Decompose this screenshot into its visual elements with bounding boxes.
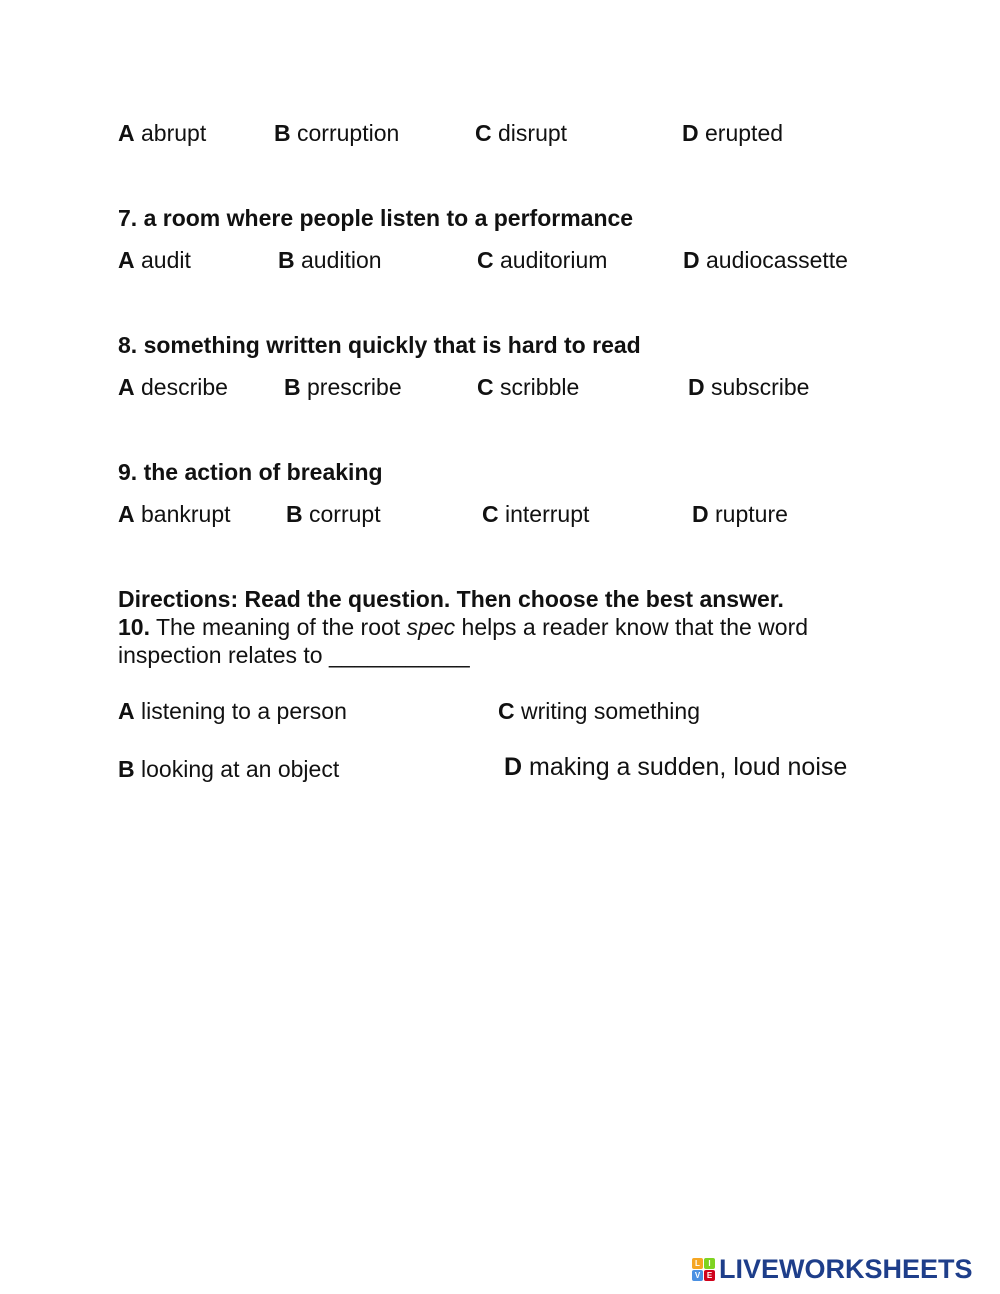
- logo-tile: V: [692, 1270, 703, 1281]
- option-letter: B: [274, 120, 291, 146]
- option-text: listening to a person: [141, 698, 347, 724]
- q7-prompt: 7. a room where people listen to a performance: [118, 205, 634, 231]
- option-letter: B: [284, 374, 301, 400]
- option-text: auditorium: [500, 247, 608, 273]
- logo-text: LIVEWORKSHEETS: [719, 1253, 973, 1284]
- option-letter: D: [682, 120, 699, 146]
- q6-option-a[interactable]: [118, 120, 206, 146]
- directions: Directions: Read the question. Then choose the best answer.: [118, 586, 784, 612]
- q6-option-d[interactable]: [682, 120, 783, 146]
- option-text: interrupt: [505, 501, 590, 527]
- q10-text: helps a reader know that the word: [455, 614, 809, 640]
- q7-option-b[interactable]: [278, 247, 382, 273]
- option-text: making a sudden, loud noise: [529, 753, 848, 781]
- root-word: spec: [406, 614, 456, 640]
- option-letter: A: [118, 247, 135, 273]
- q10-text: The meaning of the root: [149, 614, 407, 640]
- option-text: scribble: [500, 374, 580, 400]
- q8-prompt: 8. something written quickly that is hard to read: [118, 332, 641, 358]
- logo-tile: L: [692, 1258, 703, 1269]
- q10-option-a[interactable]: [118, 698, 347, 724]
- q10-prompt-line1: [118, 613, 808, 641]
- q9-prompt: 9. the action of breaking: [118, 459, 383, 485]
- option-text: audition: [301, 247, 382, 273]
- q7-option-a[interactable]: [118, 247, 191, 273]
- q7-option-c[interactable]: [477, 247, 607, 273]
- liveworksheets-logo: [692, 1254, 973, 1284]
- option-text: corruption: [297, 120, 400, 146]
- option-text: bankrupt: [141, 501, 231, 527]
- option-letter: A: [118, 501, 135, 527]
- q6-option-c[interactable]: [475, 120, 567, 146]
- q8-option-a[interactable]: [118, 374, 228, 400]
- option-letter: A: [118, 698, 135, 724]
- q8-option-b[interactable]: [284, 374, 402, 400]
- q10-option-d[interactable]: [504, 754, 847, 780]
- option-letter: B: [118, 756, 135, 782]
- question-number: 10.: [118, 614, 150, 640]
- q6-option-b[interactable]: [274, 120, 399, 146]
- option-text: audit: [141, 247, 191, 273]
- option-letter: B: [286, 501, 303, 527]
- q9-option-b[interactable]: [286, 501, 381, 527]
- option-letter: A: [118, 374, 135, 400]
- option-letter: C: [477, 247, 494, 273]
- option-letter: C: [482, 501, 499, 527]
- q10-prompt-line2: inspection relates to ___________: [118, 642, 470, 668]
- option-text: corrupt: [309, 501, 381, 527]
- option-letter: A: [118, 120, 135, 146]
- q9-option-c[interactable]: [482, 501, 589, 527]
- logo-tile: I: [704, 1258, 715, 1269]
- option-letter: B: [278, 247, 295, 273]
- option-letter: C: [498, 698, 515, 724]
- option-letter: C: [475, 120, 492, 146]
- q8-option-d[interactable]: [688, 374, 809, 400]
- option-text: subscribe: [711, 374, 810, 400]
- option-text: describe: [141, 374, 228, 400]
- q10-option-b[interactable]: [118, 756, 339, 782]
- q8-option-c[interactable]: [477, 374, 579, 400]
- logo-mark-icon: [692, 1258, 715, 1281]
- option-text: erupted: [705, 120, 784, 146]
- option-letter: C: [477, 374, 494, 400]
- option-text: audiocassette: [706, 247, 848, 273]
- option-text: looking at an object: [141, 756, 340, 782]
- q10-option-c[interactable]: [498, 698, 700, 724]
- q7-option-d[interactable]: [683, 247, 848, 273]
- option-text: rupture: [715, 501, 788, 527]
- option-text: prescribe: [307, 374, 402, 400]
- option-text: disrupt: [498, 120, 568, 146]
- q9-option-d[interactable]: [692, 501, 788, 527]
- option-text: writing something: [521, 698, 700, 724]
- option-letter: D: [688, 374, 705, 400]
- logo-tile: E: [704, 1270, 715, 1281]
- option-letter: D: [692, 501, 709, 527]
- option-text: abrupt: [141, 120, 207, 146]
- option-letter: D: [504, 753, 523, 781]
- q9-option-a[interactable]: [118, 501, 231, 527]
- option-letter: D: [683, 247, 700, 273]
